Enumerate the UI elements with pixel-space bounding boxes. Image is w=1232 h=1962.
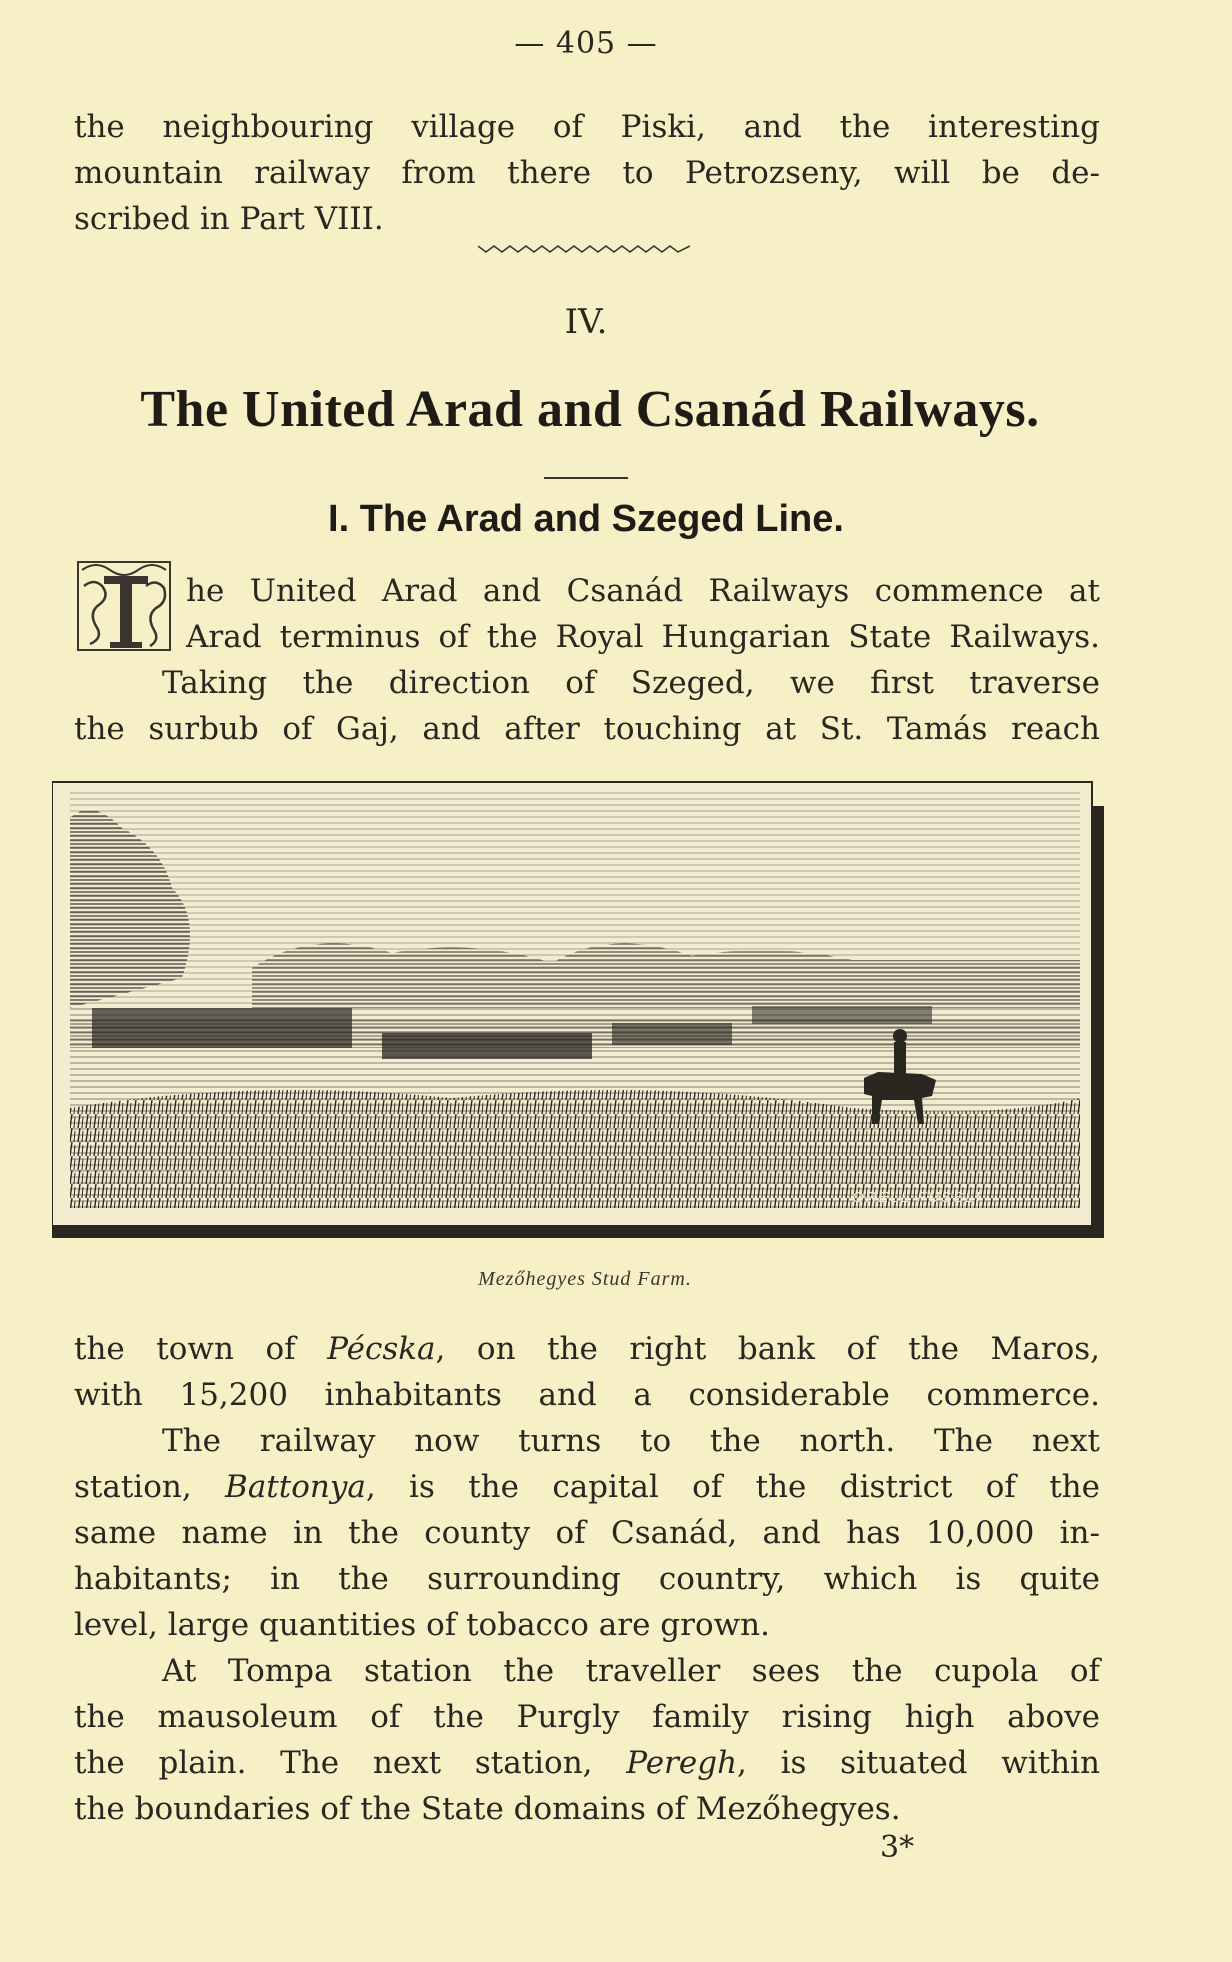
engraver-mark: ORELL FÜSSLI [852,1189,982,1206]
page-number: — 405 — [514,26,658,61]
place-name: Peregh [626,1745,738,1781]
text-line: the neighbouring village of Piski, and the interesting [74,109,1100,145]
intro-paragraph [74,568,1100,752]
text-line: mountain railway from there to Petrozseny, will be de- [74,155,1100,191]
text-line: At Tompa station the traveller sees the cupola of [162,1653,1100,1689]
text-line: the mausoleum of the Purgly family rising high above [74,1699,1100,1735]
text-line: Taking the direction of Szeged, we first traverse [162,665,1100,701]
text-line [74,1326,1100,1372]
ornament-divider [478,242,690,256]
illustration-caption: Mezőhegyes Stud Farm. [478,1268,692,1290]
text-line: Arad terminus of the Royal Hungarian State Railways. [186,619,1100,655]
text-run: station, [74,1469,226,1505]
top-paragraph [74,104,1100,242]
signature-mark: 3* [880,1830,915,1865]
text-line [74,1464,1100,1510]
text-line: level, large quantities of tobacco are grown. [74,1607,770,1643]
text-line: The railway now turns to the north. The next [162,1423,1100,1459]
text-run: the town of [74,1331,328,1367]
section-number: IV. [564,302,608,342]
place-name: Pécska [327,1331,436,1367]
title-rule [544,477,628,479]
text-run: , is the capital of the district of the [365,1469,1100,1505]
text-line: the surbub of Gaj, and after touching at St. Tamás reach [74,711,1100,747]
text-line [74,1740,1100,1786]
text-line: with 15,200 inhabitants and a considerable commerce. [74,1377,1100,1413]
engraving-illustration [52,778,1114,1246]
text-run: , on the right bank of the Maros, [435,1331,1100,1367]
text-line: the boundaries of the State domains of Mezőhegyes. [74,1791,901,1827]
text-line: habitants; in the surrounding country, which is quite [74,1561,1100,1597]
text-line: scribed in Part VIII. [74,201,384,237]
body-text [74,1326,1100,1832]
chapter-title: The United Arad and Csanád Railways. [140,381,1040,438]
text-run: , is situated within [737,1745,1100,1781]
text-line: same name in the county of Csanád, and has 10,000 in- [74,1515,1100,1551]
text-run: the plain. The next station, [74,1745,627,1781]
place-name: Battonya [225,1469,366,1505]
text-line: he United Arad and Csanád Railways commence at [186,573,1100,609]
section-subtitle: I. The Arad and Szeged Line. [328,498,844,540]
